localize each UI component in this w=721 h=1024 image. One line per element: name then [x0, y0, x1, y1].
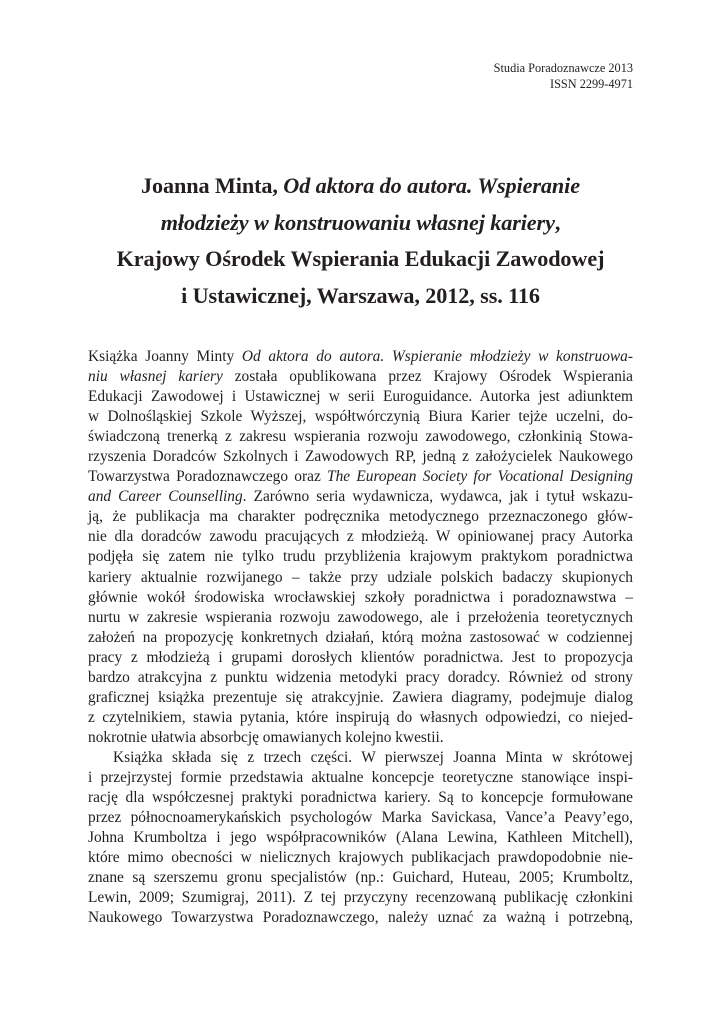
paragraph-1-line: Edukacji Zawodowej i Ustawicznej w serii Euroguidance. Autorka jest adiunktem — [88, 388, 633, 406]
paragraph-1-line: z czytelnikiem, stawia pytania, które inspirują do własnych odpowiedzi, co niejed- — [88, 708, 633, 726]
text-span: została opublikowana przez Krajowy Ośrodek Wspierania — [222, 368, 633, 386]
running-header — [494, 60, 633, 92]
paragraph-2-line: rację dla współczesnej praktyki poradnictwa kariery. Są to koncepcje formułowane — [88, 789, 633, 807]
paragraph-1-line — [88, 467, 633, 487]
paragraph-2-line: Lewin, 2009; Szumigraj, 2011). Z tej przyczyny recenzowaną publikację członkini — [88, 889, 633, 907]
paragraph-1-line — [88, 347, 633, 367]
paragraph-1-line: bardzo atrakcyjna z punktu widzenia metodyki pracy doradcy. Również od strony — [88, 668, 633, 686]
paragraph-1-line: świadczoną trenerką z zakresu wspierania rozwoju zawodowego, członkinią Stowa- — [88, 428, 633, 446]
paragraph-1-line — [88, 487, 633, 507]
paragraph-1-line: graficznej książka prezentuje się atrakcyjnie. Zawiera diagramy, podejmuje dialog — [88, 688, 633, 706]
text-span: Książka Joanny Minty — [88, 348, 242, 365]
journal-name: Studia Poradoznawcze 2013 — [493, 61, 633, 75]
title-line-1 — [40, 168, 681, 205]
paragraph-1-line: podjęła się zatem nie tylko trudu przybliżenia krajowym praktykom poradnictwa — [88, 548, 633, 566]
text-span: Towarzystwa Poradoznawczego oraz — [88, 468, 328, 486]
title-comma: , — [554, 209, 561, 235]
society-name-italic: and Career Counselling — [88, 488, 243, 506]
title-publication-details: i Ustawicznej, Warszawa, 2012, ss. 116 — [181, 282, 540, 308]
paragraph-2-line: Naukowego Towarzystwa Poradoznawczego, należy uznać za ważną i potrzebną, — [88, 909, 633, 927]
paragraph-1-line: nokrotnie ułatwia absorbcję omawianych kolejno kwestii. — [88, 728, 444, 746]
title-line-2 — [40, 205, 681, 242]
paragraph-1-line: kariery aktualnie rozwijanego – także przy udziale polskich badaczy skupionych — [88, 568, 633, 586]
text-span: . Zarówno seria wydawnicza, wydawca, jak i tytuł wskazu- — [242, 488, 633, 506]
review-body — [88, 347, 633, 928]
title-book-part-1: Od aktora do autora. Wspieranie — [283, 173, 580, 198]
paragraph-1-line — [88, 367, 633, 387]
paragraph-1-line: rzyszenia Doradców Szkolnych i Zawodowych RP, jedną z założycielek Naukowego — [88, 448, 633, 466]
title-book-part-2: młodzieży w konstruowaniu własnej kariery — [160, 209, 555, 235]
paragraph-1-line: głównie wokół środowiska wrocławskiej szkoły poradnictwa i poradoznawstwa – — [88, 588, 633, 606]
review-title — [40, 168, 681, 314]
paragraph-1-line: nie dla doradców zawodu pracujących z młodzieżą. W opiniowanej pracy Autorka — [88, 528, 633, 546]
paragraph-1-line: w Dolnośląskiej Szkole Wyższej, współtwórczynią Biura Karier tejże uczelni, do- — [88, 408, 633, 426]
paragraph-1-line: pracy z młodzieżą i grupami dorosłych klientów poradnictwa. Jest to propozycja — [88, 648, 633, 666]
paragraph-2-line: Johna Krumboltza i jego współpracowników (Alana Lewina, Kathleen Mitchell), — [88, 829, 633, 847]
paragraph-1-line: nurtu w zakresie wspierania rozwoju zawodowego, ale i przełożenia teoretycznych — [88, 608, 633, 626]
book-title-italic: Od aktora do autora. Wspieranie młodzieży w konstruowa- — [241, 348, 633, 365]
paragraph-2-line: i przejrzystej formie przedstawia aktualne koncepcje teoretyczne stanowiące inspi- — [88, 768, 633, 786]
paragraph-1-line: założeń na propozycję konkretnych działań, którą można zastosować w codziennej — [88, 628, 633, 646]
paragraph-1-line: ją, że publikacja ma charakter podręcznika metodycznego przeznaczonego głów- — [88, 508, 633, 526]
book-title-italic: niu własnej kariery — [88, 368, 223, 386]
title-publisher: Krajowy Ośrodek Wspierania Edukacji Zawodowej — [116, 246, 605, 271]
title-author: Joanna Minta, — [141, 173, 284, 198]
paragraph-2-line: Książka składa się z trzech części. W pierwszej Joanna Minta w skrótowej — [113, 748, 633, 766]
paragraph-2-line: znane są szerszemu gronu specjalistów (np.: Guichard, Huteau, 2005; Krumboltz, — [88, 869, 633, 887]
society-name-italic: The European Society for Vocational Designing — [327, 468, 633, 486]
issn: ISSN 2299-4971 — [549, 77, 633, 91]
paragraph-2-line: przez północnoamerykańskich psychologów Marka Savickasa, Vance’a Peavy’ego, — [88, 809, 633, 827]
paragraph-2-line: które mimo obecności w nielicznych krajowych publikacjach prawdopodobnie nie- — [88, 849, 633, 867]
